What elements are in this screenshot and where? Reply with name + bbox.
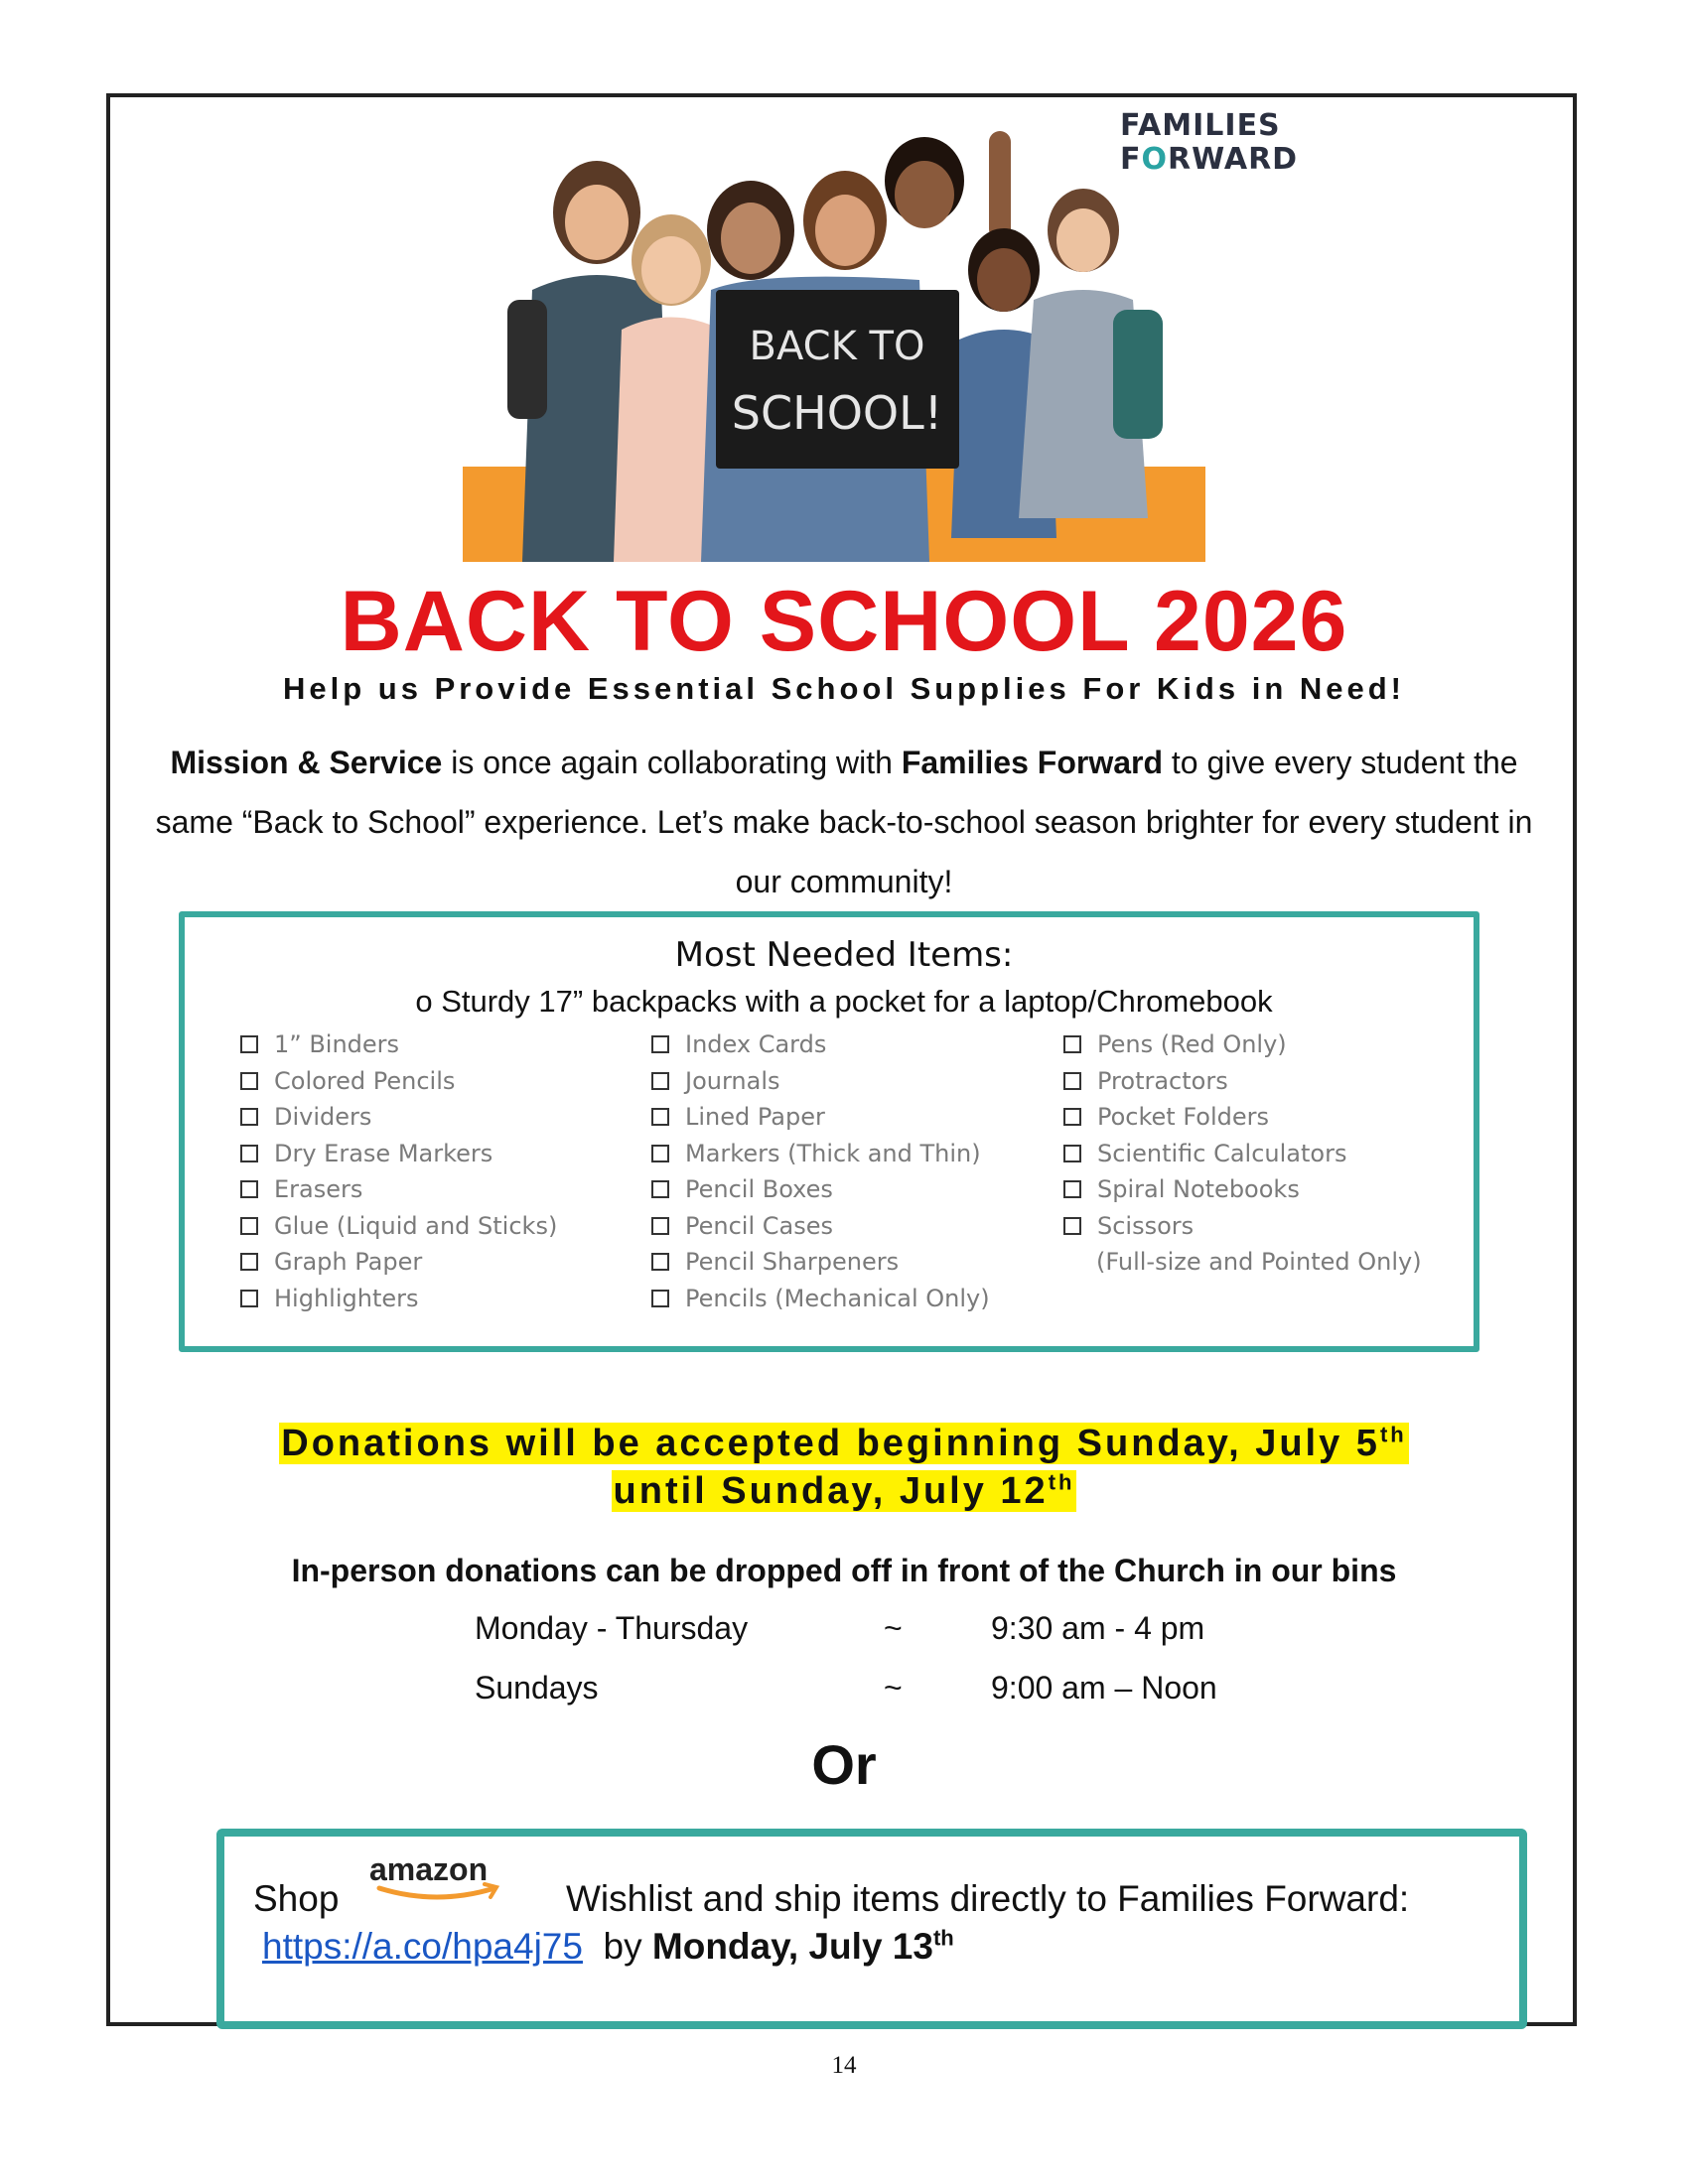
checklist-item: Lined Paper (651, 1099, 990, 1136)
checkbox-icon (1063, 1217, 1081, 1235)
page-title: BACK TO SCHOOL 2026 (340, 574, 1348, 669)
donation-dates (0, 1420, 1688, 1515)
schedule-time: 9:00 am – Noon (991, 1670, 1217, 1706)
or-divider: Or (811, 1733, 877, 1796)
checkbox-icon (1063, 1035, 1081, 1053)
checkbox-icon (240, 1108, 258, 1126)
checklist-item: Pocket Folders (1063, 1099, 1422, 1136)
amazon-logo (367, 1850, 526, 1902)
checkbox-icon (240, 1145, 258, 1162)
checkbox-icon (240, 1290, 258, 1307)
wishlist-link[interactable]: https://a.co/hpa4j75 (262, 1926, 583, 1967)
logo-line1: FAMILIES (1120, 108, 1281, 143)
sign-line2: SCHOOL! (731, 386, 943, 440)
checklist-item: Scientific Calculators (1063, 1136, 1422, 1172)
checklist-item: Highlighters (240, 1281, 557, 1317)
intro-org1: Mission & Service (170, 745, 443, 780)
logo-line2: FORWARD (1120, 142, 1299, 177)
kids-photo (463, 121, 1205, 562)
ship-deadline: Monday, July 13 (651, 1926, 933, 1967)
checkbox-icon (240, 1180, 258, 1198)
intro-org2: Families Forward (901, 745, 1164, 780)
intro-paragraph (149, 733, 1539, 911)
checkbox-icon (651, 1180, 669, 1198)
needed-items-backpack: o Sturdy 17” backpacks with a pocket for a laptop/Chromebook (415, 984, 1273, 1019)
checkbox-icon (240, 1253, 258, 1271)
checklist-item: Colored Pencils (240, 1063, 557, 1100)
items-column-1 (240, 1026, 557, 1316)
checklist-item: Pens (Red Only) (1063, 1026, 1422, 1063)
checkbox-icon (651, 1108, 669, 1126)
page-subtitle: Help us Provide Essential School Supplies For Kids in Need! (282, 671, 1406, 706)
checklist-item: Scissors (1063, 1208, 1422, 1245)
needed-items-title: Most Needed Items: (674, 935, 1014, 975)
checklist-item: Journals (651, 1063, 990, 1100)
checkbox-icon (651, 1253, 669, 1271)
checkbox-icon (651, 1145, 669, 1162)
items-column-2 (651, 1026, 990, 1316)
checkbox-icon (240, 1217, 258, 1235)
checklist-item: Markers (Thick and Thin) (651, 1136, 990, 1172)
checklist-item: Graph Paper (240, 1244, 557, 1281)
svg-text:amazon: amazon (369, 1851, 489, 1887)
checklist-item: Glue (Liquid and Sticks) (240, 1208, 557, 1245)
donation-line1: Donations will be accepted beginning Sunday, July 5th (281, 1422, 1407, 1464)
checklist-item: Pencil Cases (651, 1208, 990, 1245)
page-number: 14 (831, 2052, 857, 2079)
by-text: by (582, 1926, 652, 1967)
checklist-item: Pencil Boxes (651, 1171, 990, 1208)
checkbox-icon (651, 1072, 669, 1090)
intro-text2: to give every student the same “Back to School” experience. Let’s make back-to-school season brighter for every student in our community! (155, 745, 1533, 899)
donation-line2: until Sunday, July 12th (613, 1469, 1075, 1512)
checklist-item: Pencils (Mechanical Only) (651, 1281, 990, 1317)
checkbox-icon (1063, 1180, 1081, 1198)
checkbox-icon (651, 1290, 669, 1307)
checkbox-icon (651, 1217, 669, 1235)
schedule-day: Monday - Thursday (475, 1610, 749, 1646)
schedule-separator: ~ (884, 1670, 903, 1706)
checklist-note: (Full-size and Pointed Only) (1096, 1248, 1422, 1276)
checkbox-icon (240, 1072, 258, 1090)
items-column-3 (1063, 1026, 1422, 1281)
checklist-item: Pencil Sharpeners (651, 1244, 990, 1281)
checklist-item: Protractors (1063, 1063, 1422, 1100)
in-person-note: In-person donations can be dropped off in front of the Church in our bins (291, 1553, 1397, 1588)
sign-line1: BACK TO (749, 324, 925, 369)
shop-line2: https://a.co/hpa4j75 by Monday, July 13th (262, 1925, 954, 1967)
shop-word: Shop (253, 1878, 340, 1919)
checklist-item: Spiral Notebooks (1063, 1171, 1422, 1208)
checkbox-icon (1063, 1072, 1081, 1090)
checkbox-icon (1063, 1108, 1081, 1126)
schedule-time: 9:30 am - 4 pm (991, 1610, 1205, 1646)
checklist-item: 1” Binders (240, 1026, 557, 1063)
checklist-item: Erasers (240, 1171, 557, 1208)
checklist-item: Index Cards (651, 1026, 990, 1063)
checkbox-icon (651, 1035, 669, 1053)
wishlist-text: Wishlist and ship items directly to Families Forward: (566, 1878, 1410, 1919)
checklist-item: Dry Erase Markers (240, 1136, 557, 1172)
checkbox-icon (240, 1035, 258, 1053)
intro-text1: is once again collaborating with (442, 745, 902, 780)
schedule-day: Sundays (475, 1670, 599, 1706)
schedule-separator: ~ (884, 1610, 903, 1646)
checklist-item: Dividers (240, 1099, 557, 1136)
checkbox-icon (1063, 1145, 1081, 1162)
